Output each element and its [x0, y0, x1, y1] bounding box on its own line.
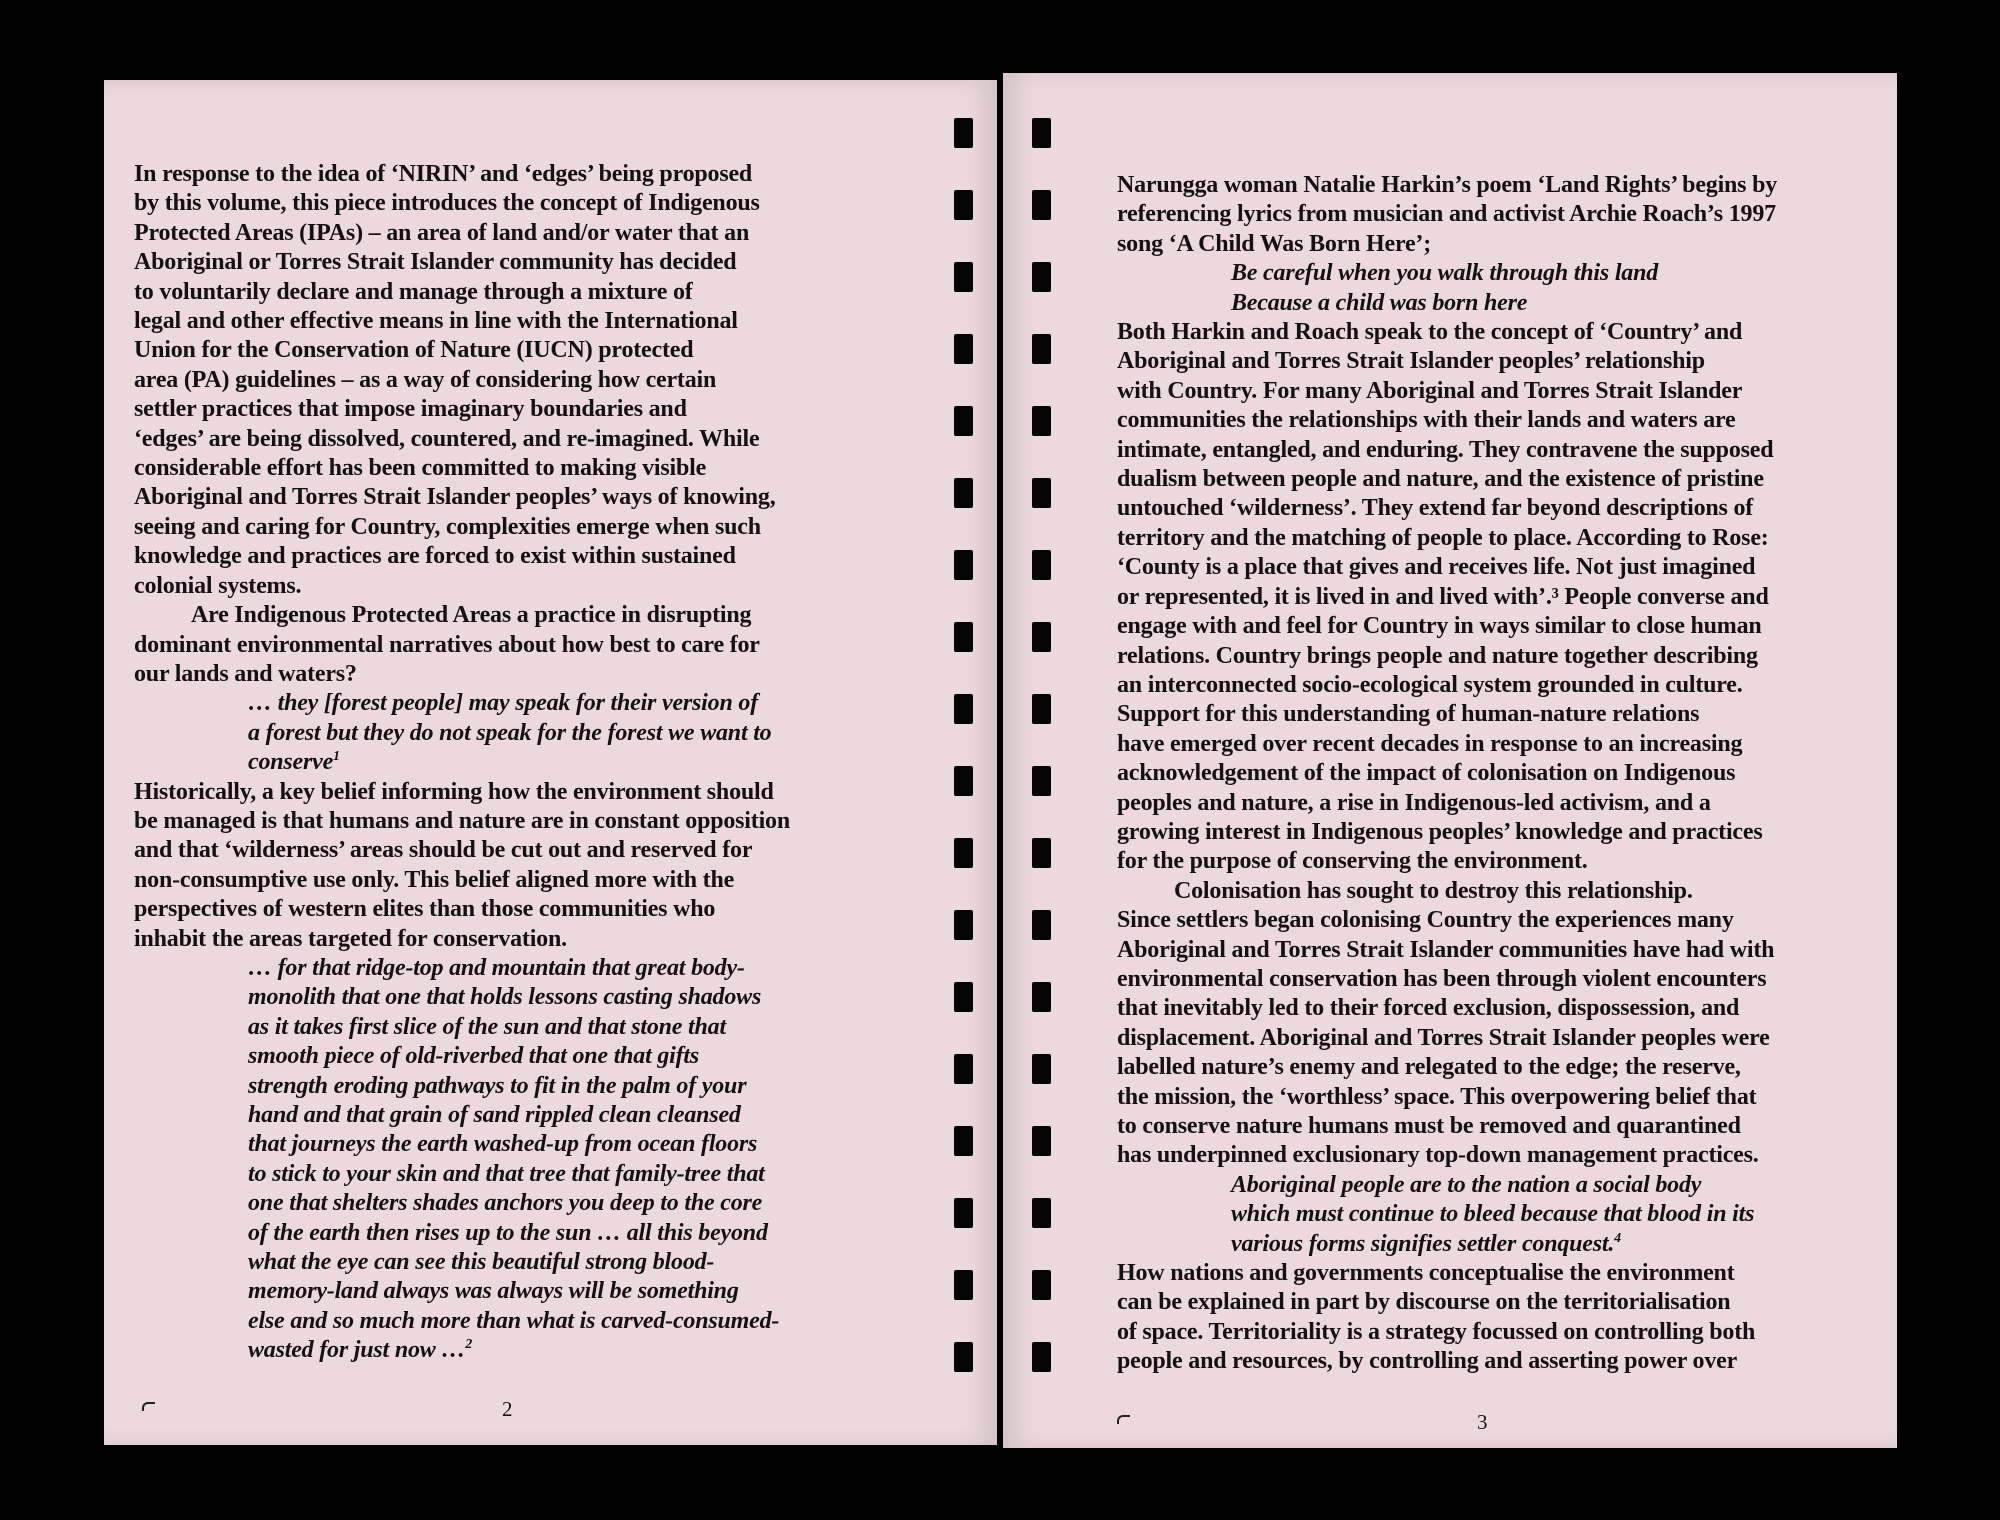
binding-hole [1032, 910, 1051, 940]
binding-hole [954, 1198, 973, 1228]
paragraph-colonisation: Colonisation has sought to destroy this relationship. Since settlers began colonising Country the experiences many Aboriginal and Torres Strait Islander communities have had with environmental conservation has been through violent encounters that inevitably led to their forced exclusion, dispossession, and displacement. Aboriginal and Torres Strait Islander peoples were labelled nature’s enemy and relegated to the edge; the reserve, the mission, the ‘worthless’ space. This overpowering belief that to conserve nature humans must be removed and quarantined has underpinned exclusionary top-down management practices. [1117, 877, 1775, 1169]
binding-hole [1032, 550, 1051, 580]
paragraph-harkin: Narungga woman Natalie Harkin’s poem ‘Land Rights’ begins by referencing lyrics from musician and activist Archie Roach’s 1997 song ‘A Child Was Born Here’; [1117, 172, 1778, 257]
binding-hole [1032, 190, 1051, 220]
binding-hole [1032, 118, 1051, 148]
binding-hole [954, 334, 973, 364]
binding-hole [1032, 694, 1051, 724]
right-page-body [1117, 171, 1877, 1377]
binding-hole [1032, 478, 1051, 508]
binding-hole [1032, 982, 1051, 1012]
paragraph-intro: In response to the idea of ‘NIRIN’ and ‘edges’ being proposed by this volume, this piece introduces the concept of Indigenous Protected Areas (IPAs) – an area of land and/or water that an Aboriginal or Torres Strait Islander community has decided to voluntarily declare and manage through a mixture of legal and other effective means in line with the International Union for the Conservation of Nature (IUCN) protected area (PA) guidelines – as a way of considering how certain settler practices that impose imaginary boundaries and ‘edges’ are being dissolved, countered, and re-imagined. While considerable effort has been committed to making visible Aboriginal and Torres Strait Islander peoples’ ways of knowing, seeing and caring for Country, complexities emerge when such knowledge and practices are forced to exist within sustained colonial systems. [134, 161, 776, 599]
binding-hole [1032, 766, 1051, 796]
footnote-marker: 2 [465, 1337, 472, 1353]
binding-hole [1032, 1054, 1051, 1084]
block-quote-ridge-top [134, 954, 994, 1366]
binding-hole [954, 406, 973, 436]
paragraph-territoriality: How nations and governments conceptualise the environment can be explained in part by discourse on the territorialisation of space. Territoriality is a strategy focussed on controlling both people and resources, by controlling and asserting power over [1117, 1260, 1756, 1375]
quote-text: … for that ridge-top and mountain that great body- monolith that one that holds lessons casting shadows as it takes first slice of the sun and that stone that smooth piece of old-riverbed that one that gifts strength eroding pathways to fit in the palm of your hand and that grain of sand rippled clean cleansed that journeys the earth washed-up from ocean floors to stick to your skin and that tree that family-tree that one that shelters shades anchors you deep to the core of the earth then rises up to the sun … all this beyond what the eye can see this beautiful strong blood- memory-land always was always will be something else and so much more than what is carved-consumed- wasted for just now … [248, 954, 780, 1364]
paragraph-country: Both Harkin and Roach speak to the concept of ‘Country’ and Aboriginal and Torres Strait Islander peoples’ relationship with Country. For many Aboriginal and Torres Strait Islander communities the relationships with their lands and waters are intimate, entangled, and enduring. They contravene the supposed dualism between people and nature, and the existence of pristine untouched ‘wilderness’. They extend far beyond descriptions of territory and the matching of people to place. According to Rose: ‘County is a place that gives and receives life. Not just imagined or represented, it is lived in and lived with’.³ People converse and engage with and feel for Country in ways similar to close human relations. Country brings people and nature together describing an interconnected socio-ecological system grounded in culture. Support for this understanding of human-nature relations have emerged over recent decades in response to an increasing acknowledgement of the impact of colonisation on Indigenous peoples and nature, a rise in Indigenous-led activism, and a growing interest in Indigenous peoples’ knowledge and practices for the purpose of conserving the environment. [1117, 319, 1774, 875]
binding-hole [954, 262, 973, 292]
footnote-marker: 1 [333, 749, 340, 765]
corner-mark-icon [1117, 1415, 1130, 1424]
binding-hole [954, 694, 973, 724]
left-page [104, 80, 997, 1445]
binding-hole [954, 478, 973, 508]
left-page-body [134, 160, 994, 1366]
binding-hole [1032, 406, 1051, 436]
binding-hole [1032, 1198, 1051, 1228]
binding-hole [954, 118, 973, 148]
binding-hole [954, 1126, 973, 1156]
binding-hole [954, 982, 973, 1012]
block-quote-lyrics: Be careful when you walk through this land Because a child was born here [1231, 260, 1659, 316]
binding-hole [1032, 622, 1051, 652]
block-quote-forest [134, 689, 994, 777]
binding-hole [1032, 262, 1051, 292]
binding-hole [1032, 1126, 1051, 1156]
binding-hole [954, 190, 973, 220]
binding-hole [1032, 838, 1051, 868]
block-quote-social-body [1117, 1171, 1877, 1259]
right-page [1003, 73, 1897, 1448]
paragraph-historically: Historically, a key belief informing how the environment should be managed is that humans and nature are in constant opposition and that ‘wilderness’ areas should be cut out and reserved for non-consumptive use only. This belief aligned more with the perspectives of western elites than those communities who inhabit the areas targeted for conservation. [134, 778, 790, 952]
page-number: 2 [502, 1397, 513, 1421]
binding-hole [954, 622, 973, 652]
quote-text: Aboriginal people are to the nation a social body which must continue to bleed because that blood in its various forms signifies settler conquest. [1231, 1171, 1755, 1257]
binding-hole [954, 910, 973, 940]
page-number: 3 [1477, 1410, 1488, 1434]
binding-hole [1032, 1270, 1051, 1300]
binding-hole [954, 838, 973, 868]
paragraph-question: Are Indigenous Protected Areas a practice in disrupting dominant environmental narratives about how best to care for our lands and waters? [134, 602, 760, 687]
binding-hole [954, 766, 973, 796]
binding-hole [1032, 334, 1051, 364]
binding-hole [954, 550, 973, 580]
footnote-marker: 4 [1614, 1230, 1621, 1246]
quote-text: … they [forest people] may speak for their version of a forest but they do not speak for the forest we want to conserve [248, 690, 772, 776]
corner-mark-icon [142, 1402, 155, 1411]
binding-hole [1032, 1342, 1051, 1372]
binding-hole [954, 1270, 973, 1300]
binding-hole [954, 1054, 973, 1084]
binding-hole [954, 1342, 973, 1372]
